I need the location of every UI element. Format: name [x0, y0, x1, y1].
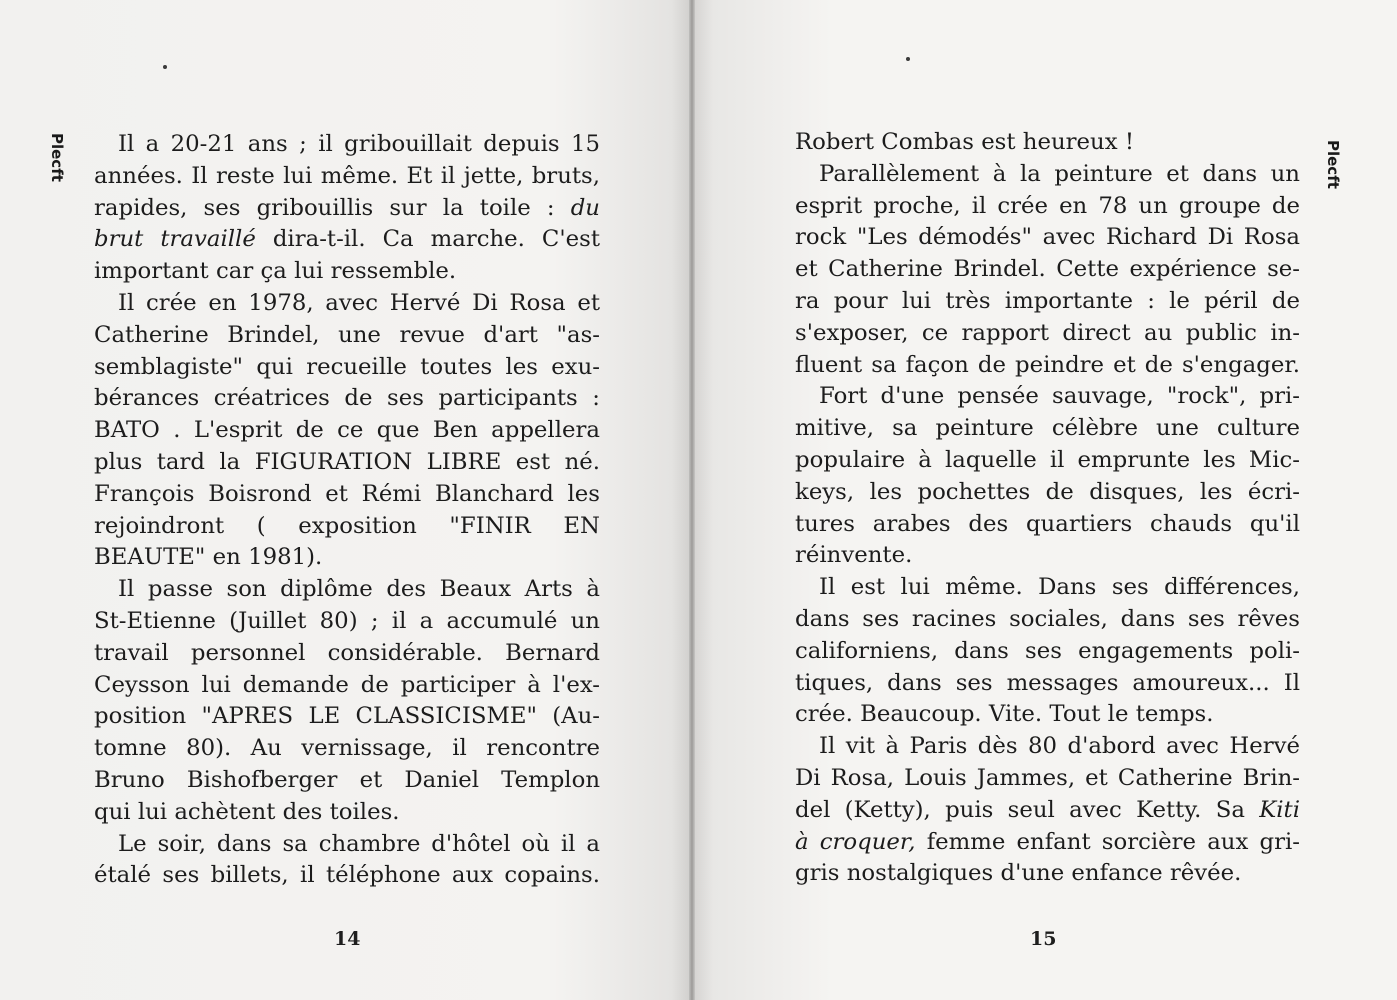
- side-label: Plecft: [1324, 140, 1342, 189]
- text-line: tures arabes des quartiers chauds qu'il: [795, 510, 1300, 537]
- text-line: St-Etienne (Juillet 80) ; il a accumulé un: [94, 607, 600, 634]
- text-line: Il a 20-21 ans ; il gribouillait depuis 15: [118, 131, 600, 157]
- text-line: Il passe son diplôme des Beaux Arts à: [118, 576, 600, 603]
- text-line: Bruno Bishofberger et Daniel Templon: [94, 766, 600, 793]
- text-line: Il est lui même. Dans ses différences,: [819, 574, 1300, 601]
- text-line: rock "Les démodés" avec Richard Di Rosa: [795, 224, 1300, 251]
- text-line: Ceysson lui demande de participer à l'ex-: [94, 671, 600, 698]
- text-line: et Catherine Brindel. Cette expérience se-: [795, 256, 1300, 283]
- text-line: BATO . L'esprit de ce que Ben appellera: [94, 417, 600, 444]
- text-line: Il vit à Paris dès 80 d'abord avec Hervé: [819, 733, 1300, 760]
- text-line: Di Rosa, Louis Jammes, et Catherine Brin-: [795, 764, 1300, 791]
- text-line: brut travaillé dira-t-il. Ca marche. C'est: [94, 226, 600, 253]
- text-line: Le soir, dans sa chambre d'hôtel où il a: [118, 830, 600, 857]
- text-line: Fort d'une pensée sauvage, "rock", pri-: [819, 383, 1300, 410]
- text-line: plus tard la FIGURATION LIBRE est né.: [94, 448, 600, 475]
- text-line: important car ça lui ressemble.: [94, 258, 457, 285]
- text-line: dans ses racines sociales, dans ses rêves: [795, 605, 1300, 632]
- left-page: [0, 0, 692, 1000]
- text-line: ra pour lui très importante : le péril de: [795, 287, 1300, 314]
- text-line: Robert Combas est heureux !: [795, 129, 1134, 155]
- text-line: qui lui achètent des toiles.: [94, 798, 400, 825]
- ink-speck: [163, 65, 167, 69]
- text-line: fluent sa façon de peindre et de s'engager.: [795, 351, 1300, 378]
- text-line: à croquer, femme enfant sorcière aux gri-: [795, 828, 1300, 855]
- text-line: s'exposer, ce rapport direct au public in-: [795, 319, 1300, 346]
- text-line: réinvente.: [795, 542, 913, 569]
- book-gutter: [689, 0, 695, 1000]
- text-line: populaire à laquelle il emprunte les Mic-: [795, 446, 1300, 473]
- page-number: 15: [1030, 928, 1057, 950]
- text-line: travail personnel considérable. Bernard: [94, 639, 600, 666]
- text-line: semblagiste" qui recueille toutes les exu-: [94, 353, 600, 380]
- text-line: gris nostalgiques d'une enfance rêvée.: [795, 860, 1242, 887]
- text-line: François Boisrond et Rémi Blanchard les: [94, 480, 600, 507]
- text-line: del (Ketty), puis seul avec Ketty. Sa Kiti: [795, 796, 1300, 823]
- text-line: tomne 80). Au vernissage, il rencontre: [94, 735, 600, 762]
- text-line: Il crée en 1978, avec Hervé Di Rosa et: [118, 289, 600, 316]
- text-line: keys, les pochettes de disques, les écri-: [795, 478, 1300, 505]
- text-line: Parallèlement à la peinture et dans un: [819, 160, 1300, 187]
- text-line: BEAUTE" en 1981).: [94, 544, 323, 571]
- text-line: rapides, ses gribouillis sur la toile : du: [94, 194, 600, 221]
- text-line: crée. Beaucoup. Vite. Tout le temps.: [795, 701, 1214, 728]
- text-line: californiens, dans ses engagements poli-: [795, 637, 1300, 664]
- page-number: 14: [334, 928, 361, 950]
- text-line: étalé ses billets, il téléphone aux copains.: [94, 862, 600, 889]
- text-line: mitive, sa peinture célèbre une culture: [795, 415, 1300, 442]
- side-label: Plecft: [48, 133, 66, 182]
- text-line: rejoindront ( exposition "FINIR EN: [94, 512, 600, 539]
- text-line: années. Il reste lui même. Et il jette, bruts,: [94, 162, 600, 189]
- text-line: tiques, dans ses messages amoureux... Il: [795, 669, 1300, 696]
- text-line: position "APRES LE CLASSICISME" (Au-: [94, 703, 600, 730]
- ink-speck: [906, 57, 910, 61]
- right-page-body: [795, 127, 1300, 890]
- text-line: bérances créatrices de ses participants :: [94, 385, 600, 412]
- text-line: Catherine Brindel, une revue d'art "as-: [94, 321, 600, 348]
- left-page-body: [94, 129, 600, 892]
- text-line: esprit proche, il crée en 78 un groupe de: [795, 192, 1300, 219]
